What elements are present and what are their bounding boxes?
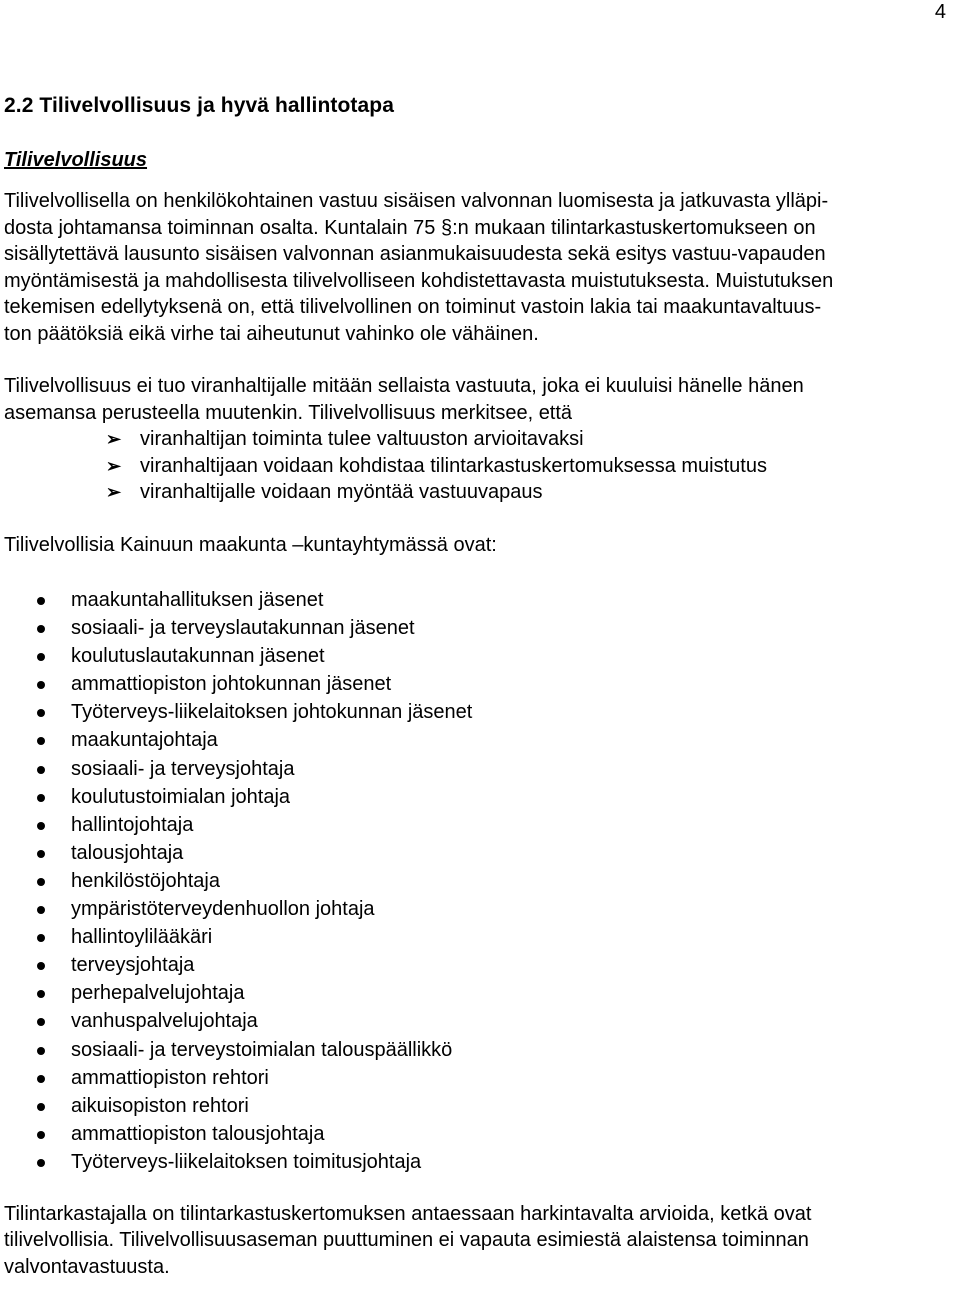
bullet-list-item-text: aikuisopiston rehtori xyxy=(71,1094,249,1117)
arrow-list-item xyxy=(106,479,952,506)
arrow-list-item-text: viranhaltijan toiminta tulee valtuuston arvioitavaksi xyxy=(140,428,584,450)
bullet-list-item xyxy=(71,1036,952,1064)
bullet-list-item-text: sosiaali- ja terveystoimialan talouspäällikkö xyxy=(71,1038,453,1061)
paragraph-2 xyxy=(4,373,952,426)
round-bullet-icon xyxy=(37,878,45,886)
arrow-bullet-icon: ➢ xyxy=(106,482,122,502)
bullet-list-item-text: terveysjohtaja xyxy=(71,954,195,977)
bullet-list-item xyxy=(71,614,952,642)
bullet-list-item xyxy=(71,951,952,979)
round-bullet-icon xyxy=(37,822,45,830)
text-line: Tilivelvollisella on henkilökohtainen vastuu sisäisen valvonnan luomisesta ja jatkuvasta ylläpi- xyxy=(4,190,829,212)
text-line: ton päätöksiä eikä virhe tai aiheutunut vahinko ole vähäinen. xyxy=(4,322,539,345)
text-line: Tilivelvollisuus ei tuo viranhaltijalle mitään sellaista vastuuta, joka ei kuuluisi hänelle hänen xyxy=(4,375,804,397)
bullet-list-item-text: maakuntajohtaja xyxy=(71,729,218,752)
text-line: tilivelvollisia. Tilivelvollisuusaseman puuttuminen ei vapauta esimiestä alaistensa toiminnan xyxy=(4,1229,809,1252)
round-bullet-icon xyxy=(37,766,45,774)
bullet-list-item-text: hallintojohtaja xyxy=(71,813,194,836)
bullet-list-item xyxy=(71,1064,952,1092)
round-bullet-icon xyxy=(37,906,45,914)
bullet-list-item-text: sosiaali- ja terveysjohtaja xyxy=(71,757,295,780)
round-bullet-icon xyxy=(37,653,45,661)
round-bullet-icon xyxy=(37,681,45,689)
arrow-bullet-icon: ➢ xyxy=(106,455,122,476)
text-line: asemansa perusteella muutenkin. Tilivelvollisuus merkitsee, että xyxy=(4,401,573,424)
document-body xyxy=(4,94,952,1280)
bullet-list-item-text: sosiaali- ja terveyslautakunnan jäsenet xyxy=(71,617,415,640)
bullet-list-item xyxy=(71,1092,952,1120)
text-line: Tilintarkastajalla on tilintarkastuskertomuksen antaessaan harkintavalta arvioida, ketkä ovat xyxy=(4,1202,812,1225)
arrow-list-item-text: viranhaltijaan voidaan kohdistaa tilintarkastuskertomuksessa muistutus xyxy=(140,454,767,477)
bullet-list-item xyxy=(71,1120,952,1148)
bullet-list-item-text: Työterveys-liikelaitoksen johtokunnan jäsenet xyxy=(71,701,473,724)
bullet-list-item-text: ammattiopiston talousjohtaja xyxy=(71,1122,325,1145)
bullet-list-item-text: hallintoylilääkäri xyxy=(71,926,213,949)
bullet-list-item xyxy=(71,586,952,614)
round-bullet-icon xyxy=(37,1047,45,1055)
bullet-list-item xyxy=(71,867,952,895)
bullet-list-item-text: koulutuslautakunnan jäsenet xyxy=(71,645,325,668)
bullet-list-item xyxy=(71,726,952,754)
round-bullet-icon xyxy=(37,597,45,605)
bullet-list-item xyxy=(71,755,952,783)
round-bullet-icon xyxy=(37,1103,45,1111)
page-number: 4 xyxy=(934,1,946,23)
subheading: Tilivelvollisuus xyxy=(4,149,148,171)
bullet-list-item-text: koulutustoimialan johtaja xyxy=(71,785,291,808)
bullet-list-item xyxy=(71,783,952,811)
bullet-list-item xyxy=(71,698,952,726)
arrow-list-item xyxy=(106,453,952,480)
bullet-list-item xyxy=(71,895,952,923)
bullet-list-item xyxy=(71,923,952,951)
bullet-list-item xyxy=(71,839,952,867)
round-bullet-icon xyxy=(37,934,45,942)
paragraph-3 xyxy=(4,1201,952,1281)
list-intro: Tilivelvollisia Kainuun maakunta –kuntayhtymässä ovat: xyxy=(4,533,497,556)
bullet-list-item-text: ympäristöterveydenhuollon johtaja xyxy=(71,898,375,921)
arrow-list-item xyxy=(106,426,952,453)
bullet-list-item xyxy=(71,642,952,670)
round-bullet-icon xyxy=(37,794,45,802)
bullet-list-item-text: maakuntahallituksen jäsenet xyxy=(71,589,324,611)
arrow-bullet-icon: ➢ xyxy=(106,429,122,449)
arrow-list-item-text: viranhaltijalle voidaan myöntää vastuuvapaus xyxy=(140,481,543,503)
round-bullet-icon xyxy=(37,850,45,858)
paragraph-1 xyxy=(4,188,952,347)
section-heading: 2.2 Tilivelvollisuus ja hyvä hallintotapa xyxy=(4,94,395,117)
bullet-list-item-text: Työterveys-liikelaitoksen toimitusjohtaja xyxy=(71,1150,422,1173)
bullet-list-item-text: talousjohtaja xyxy=(71,841,184,864)
round-bullet-icon xyxy=(37,737,45,745)
text-line: valvontavastuusta. xyxy=(4,1255,170,1278)
bullet-list-item-text: henkilöstöjohtaja xyxy=(71,869,220,892)
bullet-list-item xyxy=(71,811,952,839)
bullet-list-item xyxy=(71,979,952,1007)
text-line: dosta johtamansa toiminnan osalta. Kuntalain 75 §:n mukaan tilintarkastuskertomukseen on xyxy=(4,216,816,239)
round-bullet-icon xyxy=(37,709,45,717)
bullet-list-item xyxy=(71,1007,952,1035)
arrow-list xyxy=(4,426,952,506)
round-bullet-icon xyxy=(37,1018,45,1026)
text-line: tekemisen edellytyksenä on, että tilivelvollinen on toiminut vastoin lakia tai maakuntavaltuus- xyxy=(4,296,822,318)
bullet-list xyxy=(4,586,952,1176)
round-bullet-icon xyxy=(37,990,45,998)
round-bullet-icon xyxy=(37,962,45,970)
bullet-list-item xyxy=(71,1148,952,1176)
text-line: sisällytettävä lausunto sisäisen valvonnan asianmukaisuudesta sekä esitys vastuu-vapauden xyxy=(4,243,826,265)
round-bullet-icon xyxy=(37,1131,45,1139)
round-bullet-icon xyxy=(37,625,45,633)
text-line: myöntämisestä ja mahdollisesta tilivelvolliseen kohdistettavasta muistutuksesta. Muistutuksen xyxy=(4,269,834,292)
bullet-list-item-text: ammattiopiston johtokunnan jäsenet xyxy=(71,673,392,696)
round-bullet-icon xyxy=(37,1159,45,1167)
round-bullet-icon xyxy=(37,1075,45,1083)
bullet-list-item-text: ammattiopiston rehtori xyxy=(71,1066,269,1089)
bullet-list-item-text: perhepalvelujohtaja xyxy=(71,982,245,1005)
bullet-list-item xyxy=(71,670,952,698)
bullet-list-item-text: vanhuspalvelujohtaja xyxy=(71,1010,258,1033)
